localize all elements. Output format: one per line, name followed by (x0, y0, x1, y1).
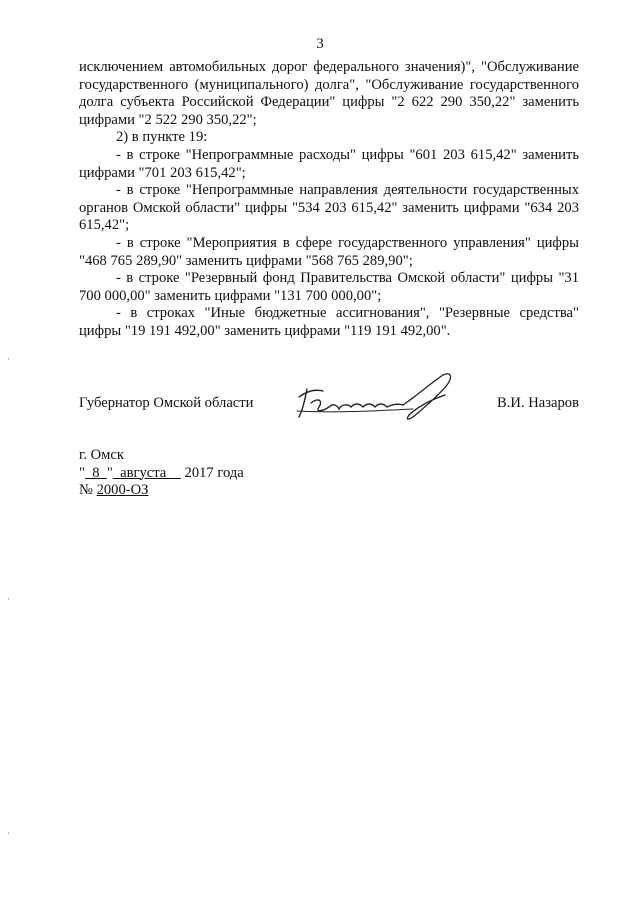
number-prefix: № (79, 482, 97, 499)
paragraph: 2) в пункте 19: (116, 129, 208, 146)
date-year: 2017 года (180, 464, 244, 481)
document-number (79, 482, 244, 500)
date-day: 8 (84, 464, 107, 481)
scan-speck (8, 358, 9, 360)
scan-speck (8, 598, 9, 600)
paragraph: - в строке "Непрограммные расходы" цифры "601 203 615,42" заменить цифрами "701 203 615,42"; (79, 146, 579, 181)
page-number: 3 (316, 36, 324, 52)
city: г. Омск (79, 447, 124, 463)
document-body (79, 59, 579, 341)
scan-speck (8, 832, 9, 834)
paragraph: - в строке "Непрограммные направления деятельности государственных органов Омской области" цифры "534 203 615,42" заменить цифрами "634 203 615,42"; (79, 182, 579, 234)
quote-close: " (106, 464, 113, 481)
document-date (79, 465, 244, 483)
date-month: августа (112, 464, 181, 481)
paragraph: - в строке "Мероприятия в сфере государственного управления" цифры "468 765 289,90" заменить цифрами "568 765 289,90"; (79, 234, 579, 269)
number-value: 2000-ОЗ (96, 482, 149, 499)
paragraph: исключением автомобильных дорог федерального значения)", "Обслуживание государственного (муниципального) долга", "Обслуживание государственного долга субъекта Российской Федерации" цифры "2 622 290 350,22" заменить цифрами "2 522 290 350,22"; (79, 59, 579, 128)
paragraph: - в строке "Резервный фонд Правительства Омской области" цифры "31 700 000,00" заменить цифрами "131 700 000,00"; (79, 270, 579, 304)
place-date-number (79, 447, 244, 500)
handwritten-signature (293, 367, 463, 427)
signatory-name: В.И. Назаров (497, 395, 579, 411)
signature-block (79, 393, 579, 417)
paragraph: - в строках "Иные бюджетные ассигнования", "Резервные средства" цифры "19 191 492,00" заменить цифрами "119 191 492,00". (79, 305, 579, 339)
signatory-title: Губернатор Омской области (79, 395, 254, 411)
quote-open: " (79, 464, 85, 481)
